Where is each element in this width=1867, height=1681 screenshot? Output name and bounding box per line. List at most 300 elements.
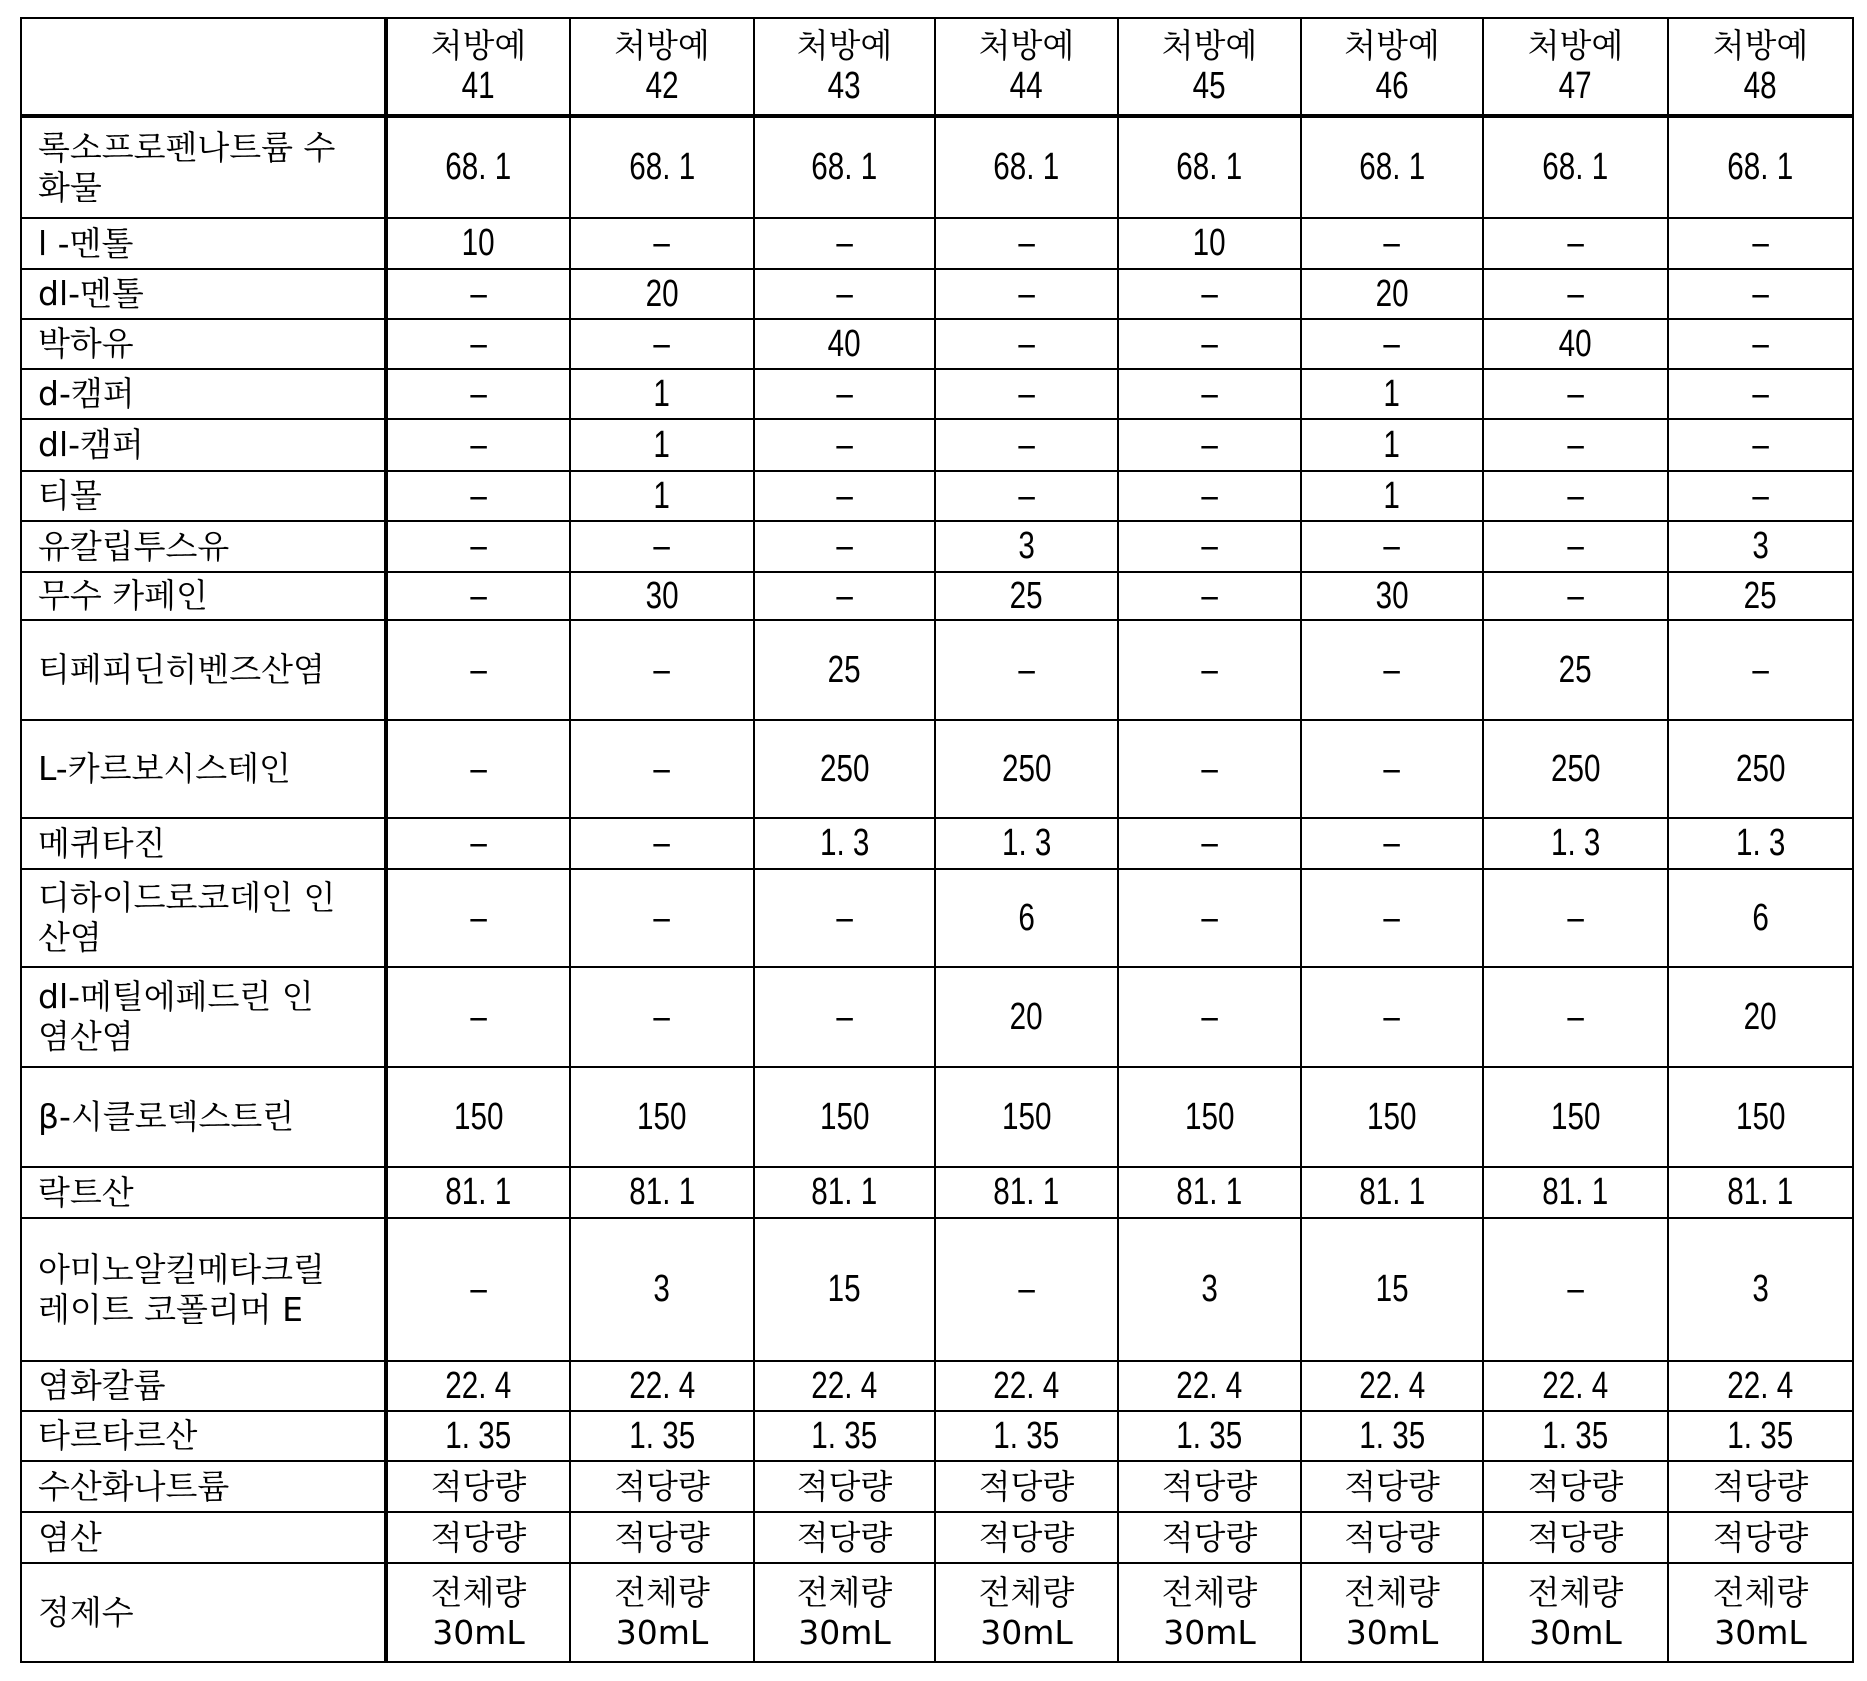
amount-value: 1. 3 <box>820 823 869 863</box>
amount-value: – <box>1567 1269 1583 1309</box>
amount-value: 1 <box>654 374 670 414</box>
amount-cell <box>1301 1563 1483 1662</box>
ingredient-label: 유칼립투스유 <box>21 521 386 572</box>
table-row <box>21 269 1853 319</box>
amount-value: – <box>1201 526 1217 566</box>
amount-cell <box>754 572 935 620</box>
table-row <box>21 521 1853 572</box>
ingredient-label: 타르타르산 <box>21 1411 386 1461</box>
amount-value: 81. 1 <box>446 1172 512 1212</box>
amount-value: 81. 1 <box>1177 1172 1243 1212</box>
amount-cell <box>1118 1461 1301 1512</box>
amount-cell <box>935 869 1118 967</box>
amount-cell <box>1483 1512 1668 1563</box>
amount-cell <box>754 369 935 419</box>
amount-cell <box>935 521 1118 572</box>
amount-value: – <box>470 324 486 364</box>
amount-cell <box>1301 1361 1483 1411</box>
amount-cell <box>935 1218 1118 1361</box>
ingredient-label: 티몰 <box>21 471 386 521</box>
amount-value: 3 <box>1752 526 1768 566</box>
amount-value: 68. 1 <box>1177 147 1243 187</box>
amount-cell <box>1483 1218 1668 1361</box>
amount-cell <box>1668 720 1853 818</box>
amount-value: – <box>836 274 852 314</box>
amount-value: 150 <box>1551 1097 1600 1137</box>
amount-cell <box>570 1361 754 1411</box>
amount-value: 15 <box>828 1269 861 1309</box>
header-row <box>21 18 1853 116</box>
amount-value: – <box>1752 274 1768 314</box>
amount-value: 전체량 30mL <box>1344 1573 1440 1652</box>
ingredient-label: dl-메틸에페드린 인염산염 <box>21 967 386 1067</box>
amount-cell <box>1483 369 1668 419</box>
amount-cell <box>570 1563 754 1662</box>
amount-cell <box>935 1512 1118 1563</box>
amount-cell <box>1668 521 1853 572</box>
amount-value: – <box>1384 898 1400 938</box>
amount-value: 3 <box>1752 1269 1768 1309</box>
amount-cell <box>1668 369 1853 419</box>
amount-value: 81. 1 <box>1359 1172 1425 1212</box>
amount-value: 68. 1 <box>629 147 695 187</box>
amount-cell <box>1668 471 1853 521</box>
amount-value: 3 <box>1201 1269 1217 1309</box>
amount-value: – <box>654 526 670 566</box>
amount-value: 20 <box>1376 274 1409 314</box>
amount-cell <box>1118 620 1301 720</box>
amount-value: 150 <box>454 1097 503 1137</box>
amount-cell <box>386 116 570 218</box>
amount-cell <box>1483 572 1668 620</box>
amount-value: 적당량 <box>614 1518 710 1557</box>
amount-cell <box>1668 967 1853 1067</box>
amount-value: – <box>1018 324 1034 364</box>
amount-value: – <box>1384 997 1400 1037</box>
table-row <box>21 1361 1853 1411</box>
amount-value: – <box>1201 476 1217 516</box>
amount-cell <box>1118 419 1301 471</box>
column-header-number: 46 <box>1376 66 1409 106</box>
table-row <box>21 1167 1853 1218</box>
column-header-number: 44 <box>1010 66 1043 106</box>
ingredient-label: β-시클로덱스트린 <box>21 1067 386 1167</box>
amount-cell <box>570 572 754 620</box>
amount-cell <box>754 1512 935 1563</box>
table-row <box>21 1563 1853 1662</box>
amount-value: – <box>1567 526 1583 566</box>
amount-cell <box>386 720 570 818</box>
amount-cell <box>386 1512 570 1563</box>
amount-cell <box>570 1461 754 1512</box>
amount-cell <box>386 369 570 419</box>
amount-value: 전체량 30mL <box>614 1573 710 1652</box>
amount-value: 적당량 <box>1713 1467 1809 1506</box>
amount-value: – <box>470 1269 486 1309</box>
amount-value: – <box>1567 274 1583 314</box>
amount-cell <box>754 1563 935 1662</box>
amount-value: – <box>1018 223 1034 263</box>
amount-cell <box>1301 369 1483 419</box>
amount-value: 20 <box>1744 997 1777 1037</box>
amount-value: 68. 1 <box>446 147 512 187</box>
amount-value: – <box>1384 650 1400 690</box>
amount-value: 25 <box>1010 576 1043 616</box>
amount-cell <box>935 1563 1118 1662</box>
amount-cell <box>570 218 754 269</box>
amount-value: 40 <box>828 324 861 364</box>
amount-value: 22. 4 <box>1728 1366 1794 1406</box>
amount-cell <box>1118 319 1301 369</box>
amount-value: 22. 4 <box>446 1366 512 1406</box>
amount-cell <box>386 869 570 967</box>
table-row <box>21 1512 1853 1563</box>
amount-cell <box>1118 1067 1301 1167</box>
amount-value: – <box>1567 476 1583 516</box>
amount-value: – <box>470 576 486 616</box>
amount-cell <box>754 818 935 869</box>
amount-value: 적당량 <box>797 1467 893 1506</box>
amount-value: – <box>470 650 486 690</box>
formulation-table <box>20 17 1854 1663</box>
amount-cell <box>1483 419 1668 471</box>
amount-value: – <box>1018 476 1034 516</box>
amount-cell <box>754 620 935 720</box>
amount-value: – <box>1201 425 1217 465</box>
amount-value: – <box>470 374 486 414</box>
ingredient-label: 아미노알킬메타크릴레이트 코폴리머 E <box>21 1218 386 1361</box>
amount-cell <box>386 218 570 269</box>
amount-value: – <box>654 898 670 938</box>
amount-cell <box>1301 1512 1483 1563</box>
amount-cell <box>386 319 570 369</box>
ingredient-label: L-카르보시스테인 <box>21 720 386 818</box>
amount-value: 150 <box>1185 1097 1234 1137</box>
amount-cell <box>570 1167 754 1218</box>
amount-cell <box>754 319 935 369</box>
amount-cell <box>1483 1461 1668 1512</box>
amount-value: 적당량 <box>1344 1467 1440 1506</box>
column-header <box>1483 18 1668 116</box>
amount-cell <box>386 1167 570 1218</box>
amount-value: – <box>1752 650 1768 690</box>
amount-cell <box>754 1067 935 1167</box>
amount-value: 전체량 30mL <box>1528 1573 1624 1652</box>
amount-value: – <box>1567 576 1583 616</box>
amount-cell <box>1668 218 1853 269</box>
amount-value: – <box>1018 650 1034 690</box>
amount-cell <box>1668 818 1853 869</box>
amount-cell <box>1118 218 1301 269</box>
column-header <box>386 18 570 116</box>
amount-cell <box>1668 116 1853 218</box>
ingredient-label: 메퀴타진 <box>21 818 386 869</box>
amount-value: – <box>1567 425 1583 465</box>
amount-cell <box>1301 572 1483 620</box>
amount-cell <box>1301 1461 1483 1512</box>
amount-cell <box>570 1512 754 1563</box>
amount-value: 81. 1 <box>812 1172 878 1212</box>
amount-value: – <box>836 374 852 414</box>
amount-value: 1. 3 <box>1002 823 1051 863</box>
amount-value: 전체량 30mL <box>431 1573 527 1652</box>
amount-cell <box>754 116 935 218</box>
table-row <box>21 116 1853 218</box>
amount-cell <box>1301 471 1483 521</box>
amount-value: 적당량 <box>1713 1518 1809 1557</box>
amount-value: 전체량 30mL <box>797 1573 893 1652</box>
amount-value: 3 <box>654 1269 670 1309</box>
column-header-title: 처방예 <box>571 26 753 66</box>
column-header <box>1668 18 1853 116</box>
amount-value: – <box>1384 223 1400 263</box>
amount-value: – <box>654 650 670 690</box>
amount-value: – <box>1384 823 1400 863</box>
ingredient-label: 염산 <box>21 1512 386 1563</box>
amount-value: 1 <box>1384 476 1400 516</box>
amount-cell <box>386 269 570 319</box>
amount-value: 68. 1 <box>1728 147 1794 187</box>
ingredient-label: 록소프로펜나트륨 수화물 <box>21 116 386 218</box>
amount-value: 250 <box>1002 749 1051 789</box>
amount-cell <box>935 218 1118 269</box>
amount-cell <box>570 319 754 369</box>
amount-value: 25 <box>1744 576 1777 616</box>
table-row <box>21 620 1853 720</box>
amount-cell <box>754 967 935 1067</box>
column-header-title: 처방예 <box>755 26 934 66</box>
amount-cell <box>1668 620 1853 720</box>
amount-value: 적당량 <box>979 1518 1075 1557</box>
amount-value: 적당량 <box>797 1518 893 1557</box>
ingredient-label: 무수 카페인 <box>21 572 386 620</box>
amount-value: 1. 35 <box>446 1416 512 1456</box>
amount-value: – <box>1752 425 1768 465</box>
amount-cell <box>1483 1167 1668 1218</box>
amount-value: – <box>654 223 670 263</box>
amount-value: – <box>836 425 852 465</box>
amount-value: – <box>1752 374 1768 414</box>
amount-value: 3 <box>1018 526 1034 566</box>
amount-cell <box>1668 1361 1853 1411</box>
amount-cell <box>386 1411 570 1461</box>
table-row <box>21 1067 1853 1167</box>
amount-value: – <box>654 997 670 1037</box>
amount-value: – <box>836 898 852 938</box>
amount-value: 150 <box>637 1097 686 1137</box>
amount-cell <box>386 967 570 1067</box>
amount-value: – <box>1567 997 1583 1037</box>
amount-cell <box>1118 1563 1301 1662</box>
amount-cell <box>1483 620 1668 720</box>
table-row <box>21 1461 1853 1512</box>
amount-value: – <box>1384 749 1400 789</box>
amount-cell <box>1483 967 1668 1067</box>
amount-cell <box>1483 521 1668 572</box>
amount-value: 25 <box>1559 650 1592 690</box>
amount-value: 68. 1 <box>1359 147 1425 187</box>
amount-cell <box>1668 1411 1853 1461</box>
amount-value: 1 <box>1384 374 1400 414</box>
amount-cell <box>754 471 935 521</box>
amount-cell <box>1301 419 1483 471</box>
amount-value: – <box>1201 749 1217 789</box>
column-header-title: 처방예 <box>1119 26 1300 66</box>
amount-value: 81. 1 <box>1543 1172 1609 1212</box>
amount-cell <box>935 471 1118 521</box>
ingredient-label: dl-캠퍼 <box>21 419 386 471</box>
amount-cell <box>935 319 1118 369</box>
amount-cell <box>935 572 1118 620</box>
amount-cell <box>1118 818 1301 869</box>
amount-value: 250 <box>1551 749 1600 789</box>
amount-cell <box>1301 869 1483 967</box>
amount-cell <box>386 1361 570 1411</box>
amount-cell <box>1301 720 1483 818</box>
amount-value: 22. 4 <box>1543 1366 1609 1406</box>
amount-cell <box>1118 1218 1301 1361</box>
amount-value: – <box>1752 223 1768 263</box>
amount-cell <box>1118 572 1301 620</box>
amount-value: – <box>470 749 486 789</box>
amount-value: – <box>470 526 486 566</box>
amount-cell <box>386 1218 570 1361</box>
amount-value: 적당량 <box>431 1518 527 1557</box>
amount-value: 250 <box>1736 749 1785 789</box>
amount-value: – <box>1201 374 1217 414</box>
amount-cell <box>386 818 570 869</box>
column-header-title: 처방예 <box>388 26 569 66</box>
amount-value: 1 <box>654 425 670 465</box>
amount-value: – <box>1018 274 1034 314</box>
amount-cell <box>1483 116 1668 218</box>
amount-cell <box>1301 1067 1483 1167</box>
amount-cell <box>1668 1512 1853 1563</box>
amount-cell <box>386 1563 570 1662</box>
amount-cell <box>570 720 754 818</box>
amount-value: 25 <box>828 650 861 690</box>
amount-value: 81. 1 <box>994 1172 1060 1212</box>
amount-cell <box>570 1411 754 1461</box>
amount-cell <box>754 720 935 818</box>
amount-value: 적당량 <box>1162 1467 1258 1506</box>
amount-value: 1. 3 <box>1736 823 1785 863</box>
amount-cell <box>935 1067 1118 1167</box>
amount-cell <box>1301 967 1483 1067</box>
amount-value: – <box>1018 374 1034 414</box>
amount-value: – <box>1201 324 1217 364</box>
column-header-title: 처방예 <box>1302 26 1482 66</box>
amount-value: 적당량 <box>614 1467 710 1506</box>
column-header-number: 42 <box>646 66 679 106</box>
amount-value: 150 <box>1002 1097 1051 1137</box>
column-header <box>1118 18 1301 116</box>
amount-value: 10 <box>1193 223 1226 263</box>
amount-value: 1 <box>1384 425 1400 465</box>
amount-value: 68. 1 <box>994 147 1060 187</box>
column-header-number: 41 <box>462 66 495 106</box>
column-header-title: 처방예 <box>936 26 1117 66</box>
amount-value: – <box>654 324 670 364</box>
amount-value: 22. 4 <box>1359 1366 1425 1406</box>
amount-cell <box>935 1461 1118 1512</box>
amount-cell <box>1118 116 1301 218</box>
amount-cell <box>935 1167 1118 1218</box>
amount-value: 1. 3 <box>1551 823 1600 863</box>
corner-cell <box>21 18 386 116</box>
amount-value: – <box>470 425 486 465</box>
amount-cell <box>386 419 570 471</box>
amount-cell <box>386 572 570 620</box>
amount-value: 적당량 <box>1528 1467 1624 1506</box>
amount-value: – <box>470 823 486 863</box>
amount-cell <box>570 869 754 967</box>
table-row <box>21 369 1853 419</box>
amount-value: 1. 35 <box>1543 1416 1609 1456</box>
amount-cell <box>570 967 754 1067</box>
amount-cell <box>1668 319 1853 369</box>
amount-value: 1. 35 <box>629 1416 695 1456</box>
amount-cell <box>1301 521 1483 572</box>
amount-cell <box>754 1411 935 1461</box>
column-header-title: 처방예 <box>1669 26 1852 66</box>
amount-value: – <box>470 898 486 938</box>
amount-cell <box>1668 572 1853 620</box>
amount-value: – <box>1201 823 1217 863</box>
amount-cell <box>1668 419 1853 471</box>
amount-value: 1. 35 <box>1728 1416 1794 1456</box>
amount-cell <box>570 521 754 572</box>
table-row <box>21 419 1853 471</box>
amount-cell <box>1483 1067 1668 1167</box>
ingredient-label: d-캠퍼 <box>21 369 386 419</box>
amount-cell <box>570 419 754 471</box>
column-header <box>1301 18 1483 116</box>
amount-cell <box>386 1461 570 1512</box>
amount-cell <box>935 818 1118 869</box>
amount-value: – <box>1384 324 1400 364</box>
amount-cell <box>935 720 1118 818</box>
amount-value: 적당량 <box>979 1467 1075 1506</box>
amount-value: – <box>836 223 852 263</box>
amount-cell <box>570 116 754 218</box>
amount-value: 20 <box>646 274 679 314</box>
table-row <box>21 471 1853 521</box>
amount-cell <box>570 620 754 720</box>
amount-cell <box>1301 1167 1483 1218</box>
table-row <box>21 1411 1853 1461</box>
amount-value: 150 <box>820 1097 869 1137</box>
amount-cell <box>1118 869 1301 967</box>
amount-cell <box>570 369 754 419</box>
amount-cell <box>1118 967 1301 1067</box>
table-row <box>21 572 1853 620</box>
ingredient-label: 박하유 <box>21 319 386 369</box>
amount-cell <box>754 1361 935 1411</box>
amount-value: 30 <box>1376 576 1409 616</box>
table-row <box>21 818 1853 869</box>
amount-cell <box>1483 869 1668 967</box>
amount-cell <box>386 471 570 521</box>
amount-cell <box>1483 818 1668 869</box>
ingredient-label: 락트산 <box>21 1167 386 1218</box>
column-header <box>570 18 754 116</box>
amount-cell <box>1301 818 1483 869</box>
amount-cell <box>1483 471 1668 521</box>
amount-cell <box>1668 1218 1853 1361</box>
amount-cell <box>935 269 1118 319</box>
amount-cell <box>1668 1167 1853 1218</box>
